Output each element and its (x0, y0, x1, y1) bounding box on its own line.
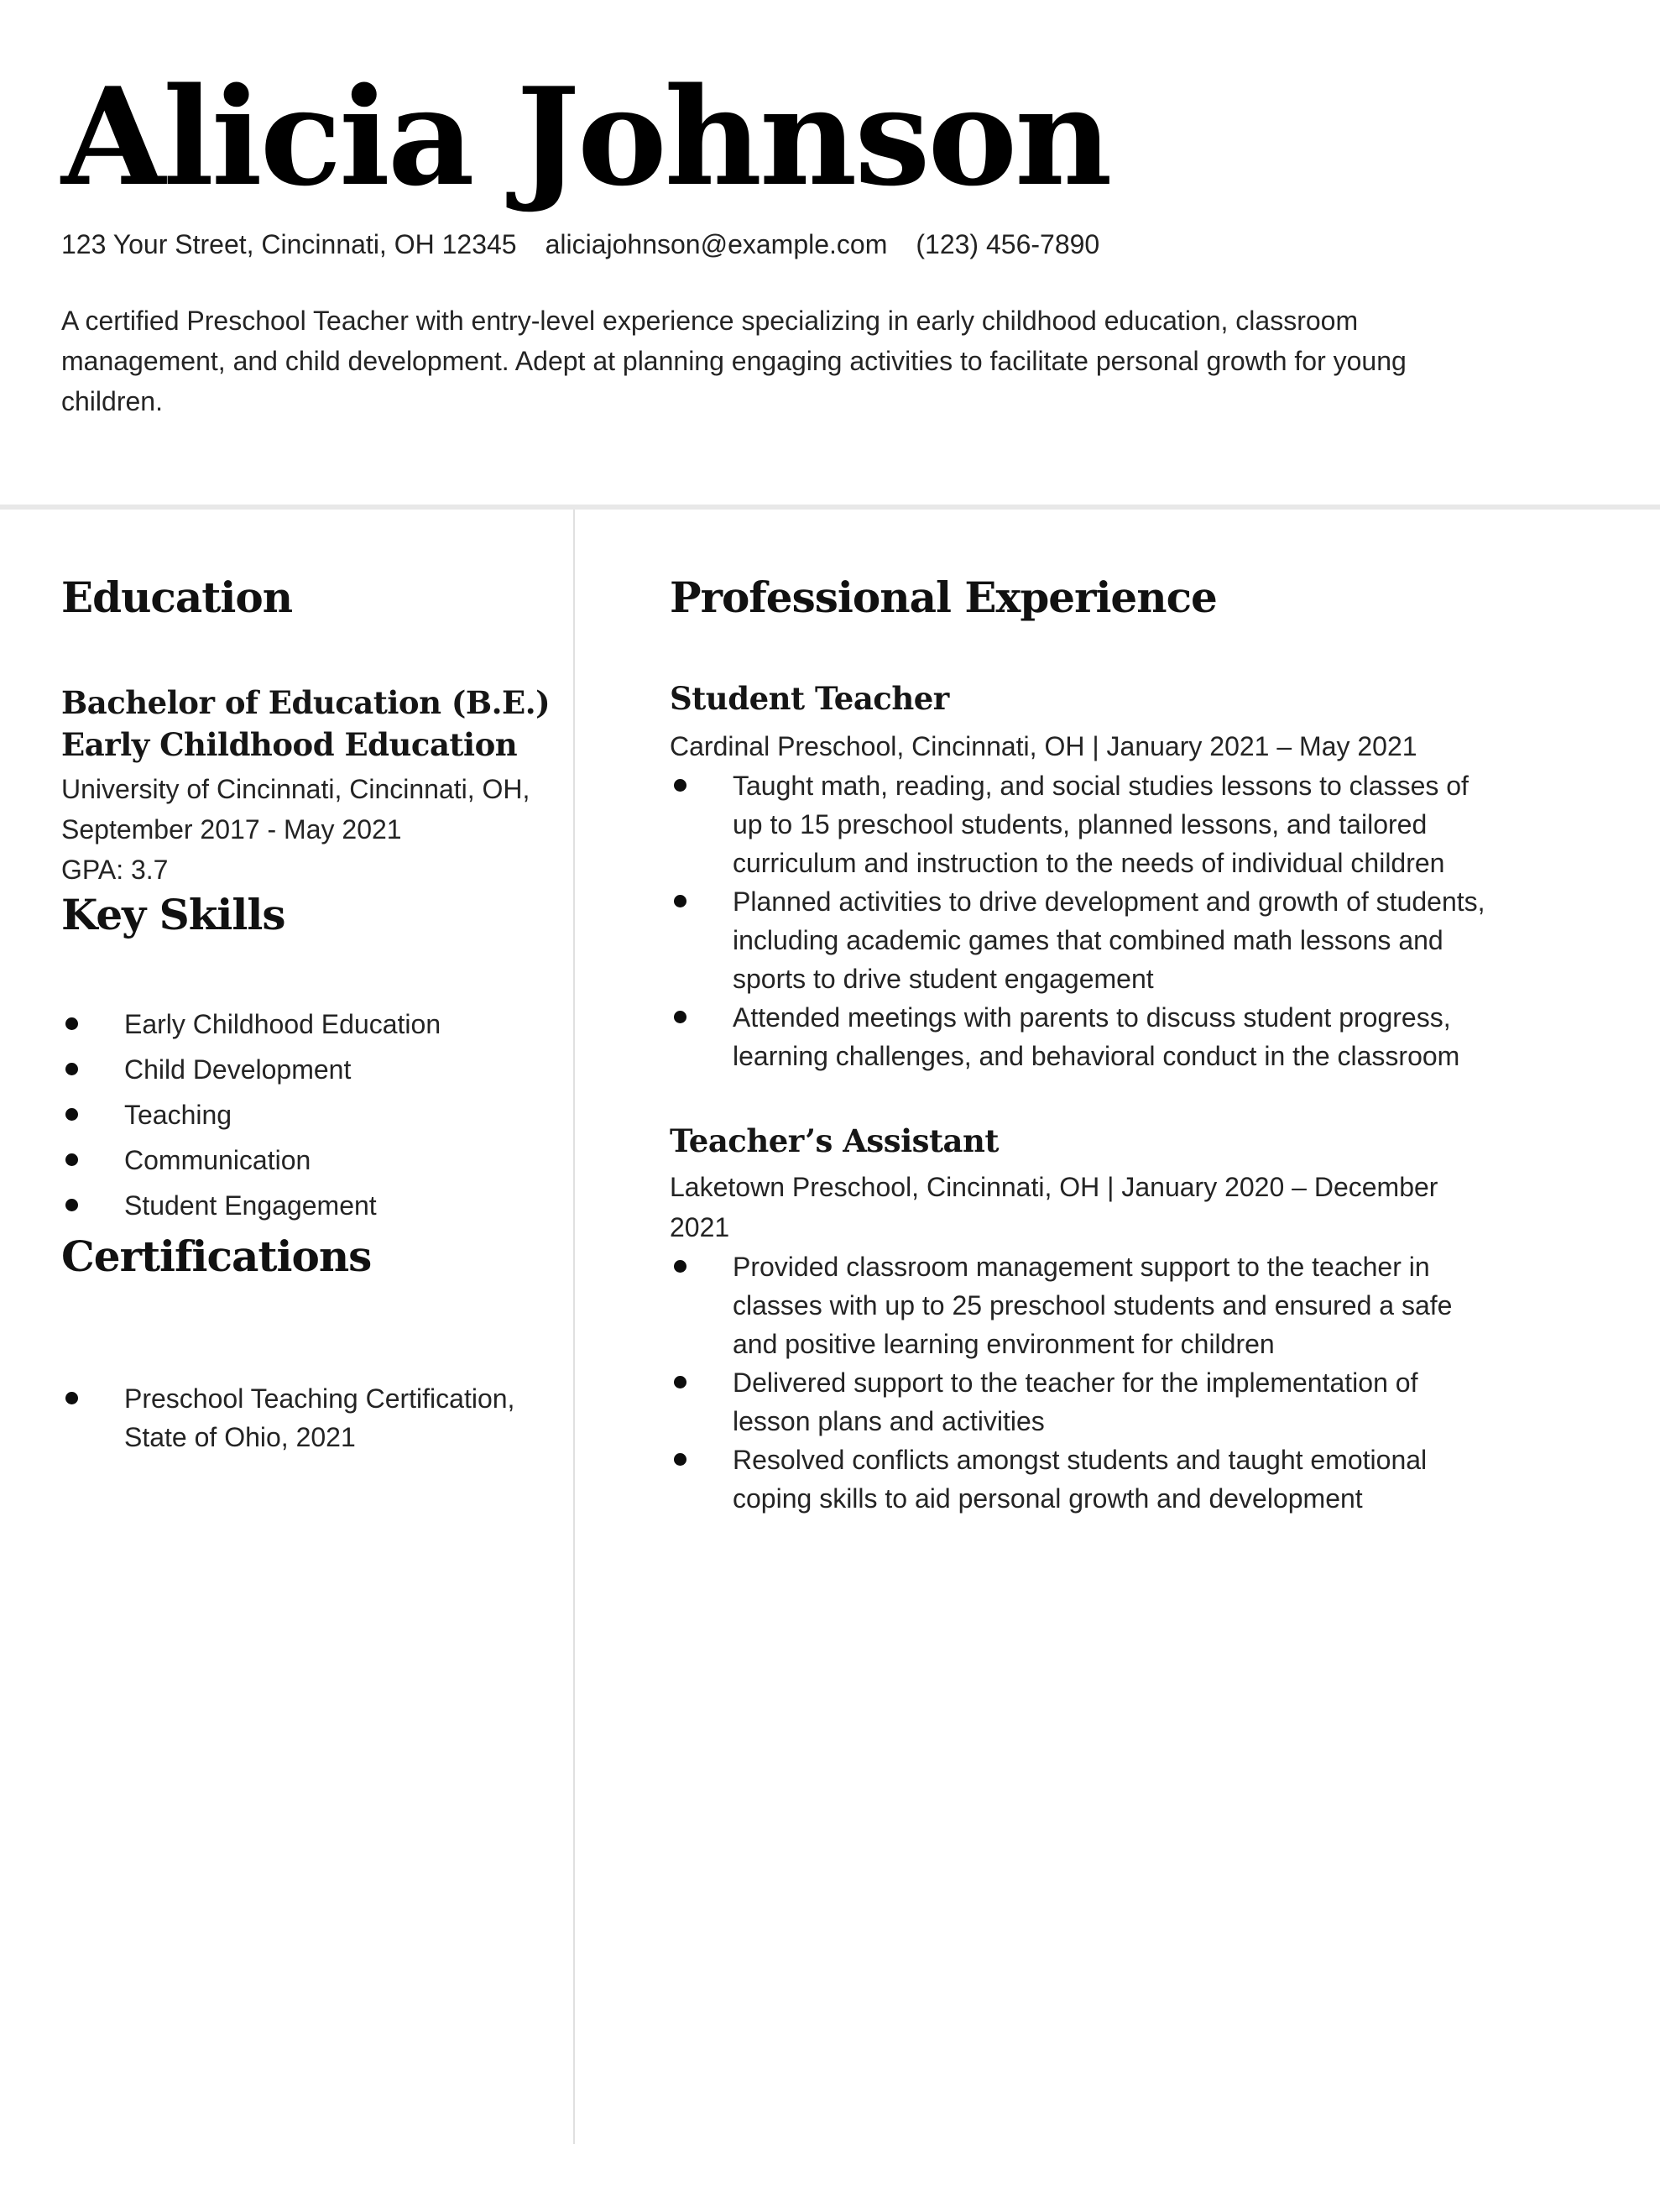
skill-item: Child Development (61, 1050, 519, 1089)
job-title: Student Teacher (670, 680, 949, 717)
contact-phone: (123) 456-7890 (916, 229, 1100, 259)
education-section-heading: Education (61, 573, 293, 622)
job-bullet-list (670, 766, 1501, 1075)
job-bullet: Taught math, reading, and social studies lessons to classes of up to 15 preschool students, planned lessons, and tailored curriculum and instruction to the needs of individual children (670, 766, 1501, 882)
education-institution-dates: University of Cincinnati, Cincinnati, OH, September 2017 - May 2021 (61, 774, 530, 845)
skill-item: Early Childhood Education (61, 1005, 519, 1043)
contact-row (61, 224, 1599, 264)
right-column (575, 510, 1660, 2144)
skill-item: Teaching (61, 1096, 519, 1134)
degree-line-1: Bachelor of Education (B.E.) (61, 684, 551, 721)
job-bullet: Planned activities to drive development and growth of students, including academic games that combined math lessons and sports to drive student engagement (670, 882, 1501, 998)
experience-section-heading: Professional Experience (670, 573, 1217, 622)
skill-item: Student Engagement (61, 1186, 519, 1225)
professional-summary: A certified Preschool Teacher with entry-level experience specializing in early childhood education, classroom management, and child development. Adept at planning engaging activities to facilitate personal growth for young children. (61, 306, 1407, 416)
job-bullet: Attended meetings with parents to discuss student progress, learning challenges, and behavioral conduct in the classroom (670, 998, 1501, 1075)
education-degree (61, 682, 575, 766)
job-entry (670, 677, 1502, 1075)
education-details (61, 769, 575, 890)
resume-body (0, 510, 1660, 2144)
job-bullet: Resolved conflicts amongst students and taught emotional coping skills to aid personal growth and development (670, 1441, 1501, 1518)
job-company-dates: Cardinal Preschool, Cincinnati, OH | January 2021 – May 2021 (670, 731, 1417, 761)
certifications-list (61, 1379, 519, 1456)
left-column (0, 510, 575, 2144)
job-bullet: Delivered support to the teacher for the implementation of lesson plans and activities (670, 1363, 1501, 1441)
certifications-section-heading: Certifications (61, 1232, 372, 1281)
job-title: Teacher’s Assistant (670, 1122, 1000, 1159)
key-skills-section-heading: Key Skills (61, 890, 285, 939)
job-bullet: Provided classroom management support to the teacher in classes with up to 25 preschool students and ensured a safe and positive learning environment for children (670, 1247, 1501, 1363)
contact-email: aliciajohnson@example.com (545, 229, 888, 259)
degree-line-2: Early Childhood Education (61, 726, 518, 763)
contact-address: 123 Your Street, Cincinnati, OH 12345 (61, 229, 517, 259)
job-bullet-list (670, 1247, 1501, 1518)
key-skills-list (61, 1005, 519, 1225)
job-entry (670, 1120, 1502, 1518)
skill-item: Communication (61, 1141, 519, 1179)
job-company-dates: Laketown Preschool, Cincinnati, OH | January 2020 – December 2021 (670, 1172, 1438, 1242)
resume-page (0, 58, 1660, 2212)
education-gpa: GPA: 3.7 (61, 855, 169, 885)
resume-header (0, 58, 1660, 421)
candidate-name: Alicia Johnson (61, 58, 1110, 216)
certification-item: Preschool Teaching Certification, State of Ohio, 2021 (61, 1379, 519, 1456)
